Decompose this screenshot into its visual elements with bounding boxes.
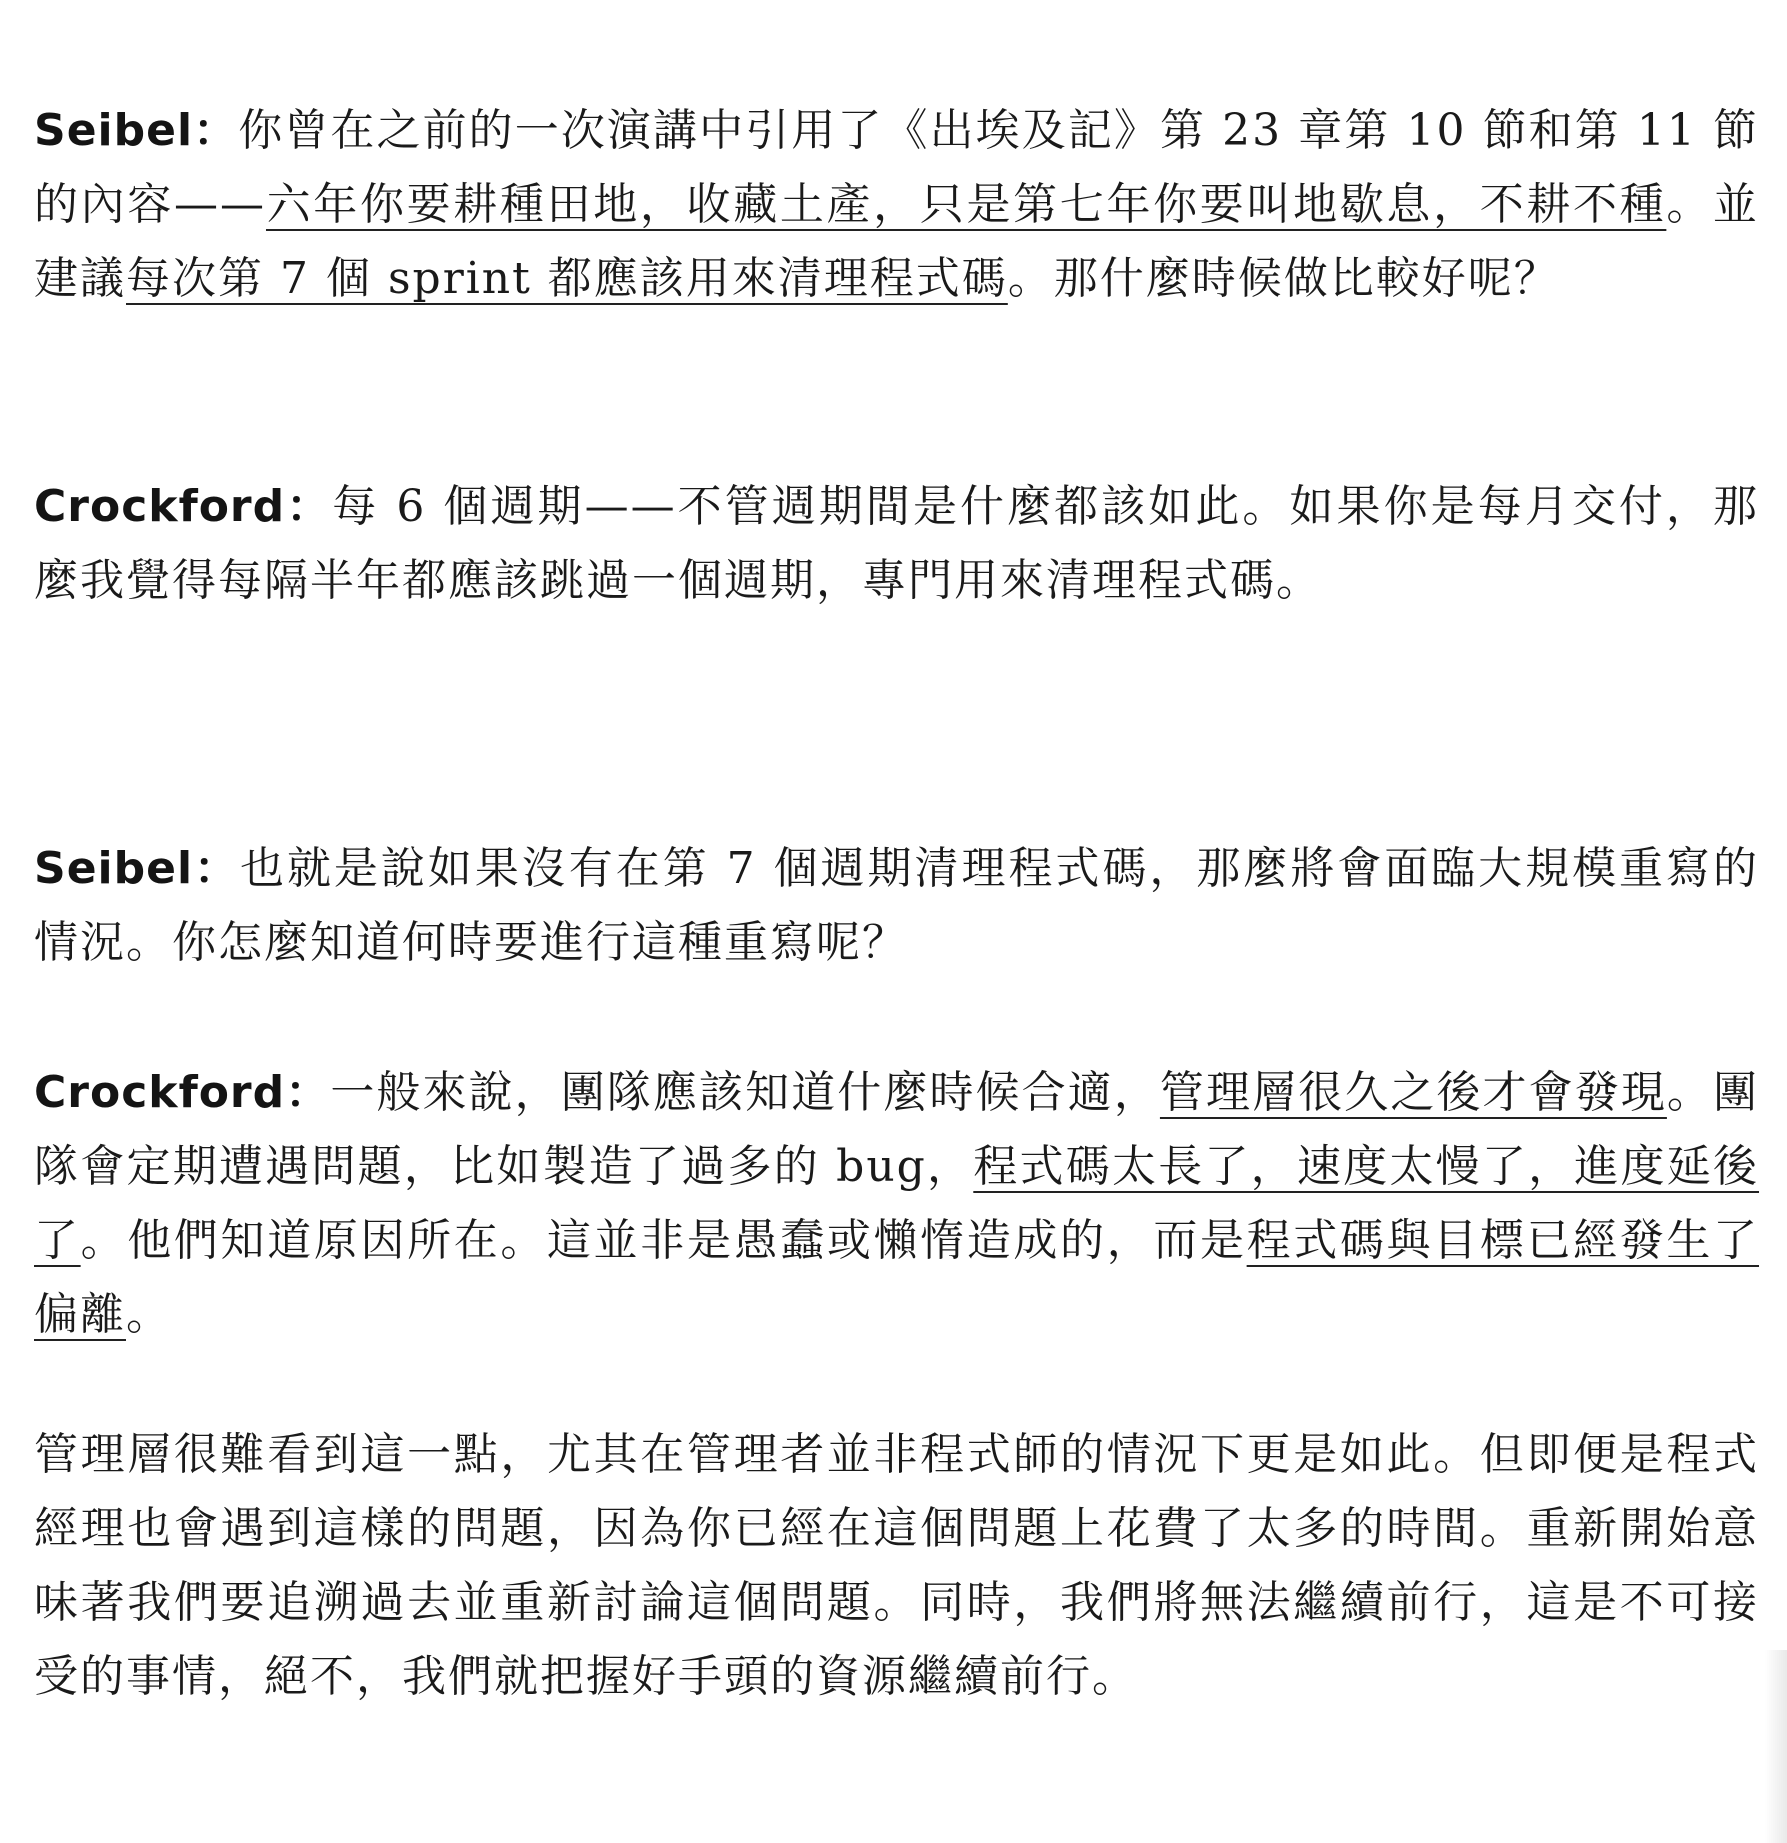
page-edge-shadow <box>1765 1650 1787 1843</box>
paragraph-text: 。團隊會定期遭遇問題，比如製造了過多的 bug， <box>34 1067 1759 1192</box>
underlined-recommendation: 每次第 7 個 sprint 都應該用來清理程式碼 <box>126 253 1008 304</box>
speaker-label: Seibel： <box>34 105 239 156</box>
paragraph-seibel-question-1 <box>34 94 1759 316</box>
underlined-problems: 程式碼太長了，速度太慢了，進度延後了 <box>34 1141 1760 1266</box>
paragraph-text: 。並建議 <box>34 179 1760 304</box>
underlined-deviation: 程式碼與目標已經發生了偏離 <box>34 1215 1760 1340</box>
underlined-quote: 六年你要耕種田地，收藏土產，只是第七年你要叫地歇息，不耕不種 <box>265 179 1667 230</box>
paragraph-seibel-question-2 <box>34 832 1759 980</box>
paragraph-text: 。他們知道原因所在。這並非是愚蠢或懶惰造成的，而是 <box>80 1215 1247 1266</box>
paragraph-crockford-answer-1 <box>34 470 1759 618</box>
paragraph-text: 。那什麼時候做比較好呢？ <box>1007 253 1560 304</box>
paragraph-text: 一般來說，團隊應該知道什麼時候合適， <box>330 1067 1160 1118</box>
paragraph-text: 也就是說如果沒有在第 7 個週期清理程式碼，那麼將會面臨大規模重寫的情況。你怎麼知道何時要進行這種重寫呢？ <box>34 843 1759 968</box>
paragraph-text: 。 <box>126 1289 172 1340</box>
paragraph-crockford-continuation <box>34 1418 1759 1714</box>
speaker-label: Crockford： <box>34 481 333 532</box>
speaker-label: Crockford： <box>34 1067 331 1118</box>
paragraph-text: 管理層很難看到這一點，尤其在管理者並非程式師的情況下更是如此。但即便是程式經理也會遇到這樣的問題，因為你已經在這個問題上花費了太多的時間。重新開始意味著我們要追溯過去並重新討論這個問題。同時，我們將無法繼續前行，這是不可接受的事情，絕不，我們就把握好手頭的資源繼續前行。 <box>34 1429 1759 1702</box>
paragraph-crockford-answer-2 <box>34 1056 1759 1352</box>
paragraph-text: 你曾在之前的一次演講中引用了《出埃及記》第 23 章第 10 節和第 11 節的內容—— <box>34 105 1759 230</box>
paragraph-text: 每 6 個週期——不管週期間是什麼都該如此。如果你是每月交付，那麼我覺得每隔半年都應該跳過一個週期，專門用來清理程式碼。 <box>34 481 1759 606</box>
speaker-label: Seibel： <box>34 843 240 894</box>
underlined-management-note: 管理層很久之後才會發現 <box>1159 1067 1667 1118</box>
